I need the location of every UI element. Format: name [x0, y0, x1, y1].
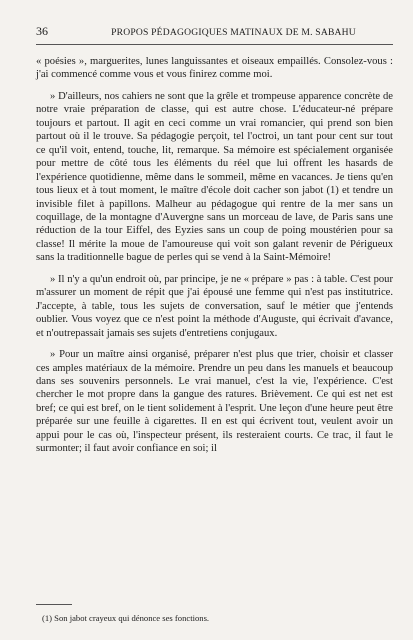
page-number: 36	[36, 24, 48, 38]
running-title: PROPOS PÉDAGOGIQUES MATINAUX DE M. SABAHU	[111, 27, 356, 38]
paragraph: » Pour un maître ainsi organisé, préparer n'est plus que trier, choisir et classer ces amples matériaux de la mémoire. Prendre un peu dans les manuels et beaucoup dans ses souvenirs personnels. Le vrai manuel, c'est la vie, l'expérience. C'est chercher le mot propre dans la gangue des ratures. Brièvement. Ce qui est net est bref; ce qui est bref, on le tient solidement à l'esprit. Une leçon d'une heure peut être préparée sur une feuille à cigarettes. Il en est qui écrivent tout, veulent avoir un appui pour le cas où, l'inspecteur présent, ils resteraient courts. Ce trac, il faut le surmonter; il faut avoir confiance en soi; il	[36, 349, 393, 455]
running-header	[36, 24, 393, 45]
paragraph: » D'ailleurs, nos cahiers ne sont que la grêle et trompeuse apparence concrète de notre vraie préparation de classe, qui est autre chose. L'éducateur-né prépare toujours et partout. Il agit en ceci comme un vrai romancier, qui prend son bien partout où il le trouve. Sa pédagogie perçoit, tel l'octroi, un tant pour cent sur tout ce qu'il voit, entend, touche, lit, remarque. Sa mémoire est spécialement organisée pour mettre de côté tous les éléments du réel que lui offrent les hasards de l'expérience quotidienne, même dans le sommeil, même en vacances. Je tiens qu'en tous lieux et à tout moment, le maître d'école doit cacher son jabot (1) et tendre un invisible filet à papillons. Malheur au pédagogue qui rentre de la mer sans un coquillage, de la montagne d'Auvergne sans un morceau de lave, de Paris sans une réduction de la tour Eiffel, des Eyzies sans un coup de poing moustérien pour sa classe! Il mérite la moue de l'amoureuse qui voit son galant revenir de Périgueux sans la traditionnelle bague de perles qui se vend à la Saint-Mémoire!	[36, 90, 393, 264]
body-text	[36, 55, 393, 456]
paragraph: « poésies », marguerites, lunes languissantes et oiseaux empaillés. Consolez-vous : j'ai commencé comme vous et vous finirez comme moi.	[36, 56, 393, 81]
paragraph: » Il n'y a qu'un endroit où, par principe, je ne « prépare » pas : à table. C'est pour m'assurer un moment de répit que j'ai épousé une femme qui n'est pas institutrice. J'accepte, à table, tous les sujets de conversation, sauf le métier que j'entends oublier. Vous voyez que ce n'est point la méthode d'Auguste, qui écrivait d'avance, et n'outrepassait jamais ses sujets d'entretiens conjugaux.	[36, 273, 393, 339]
footnote	[36, 604, 393, 624]
footnote-rule	[36, 604, 72, 605]
footnote-text: (1) Son jabot crayeux qui dénonce ses fonctions.	[42, 613, 210, 623]
